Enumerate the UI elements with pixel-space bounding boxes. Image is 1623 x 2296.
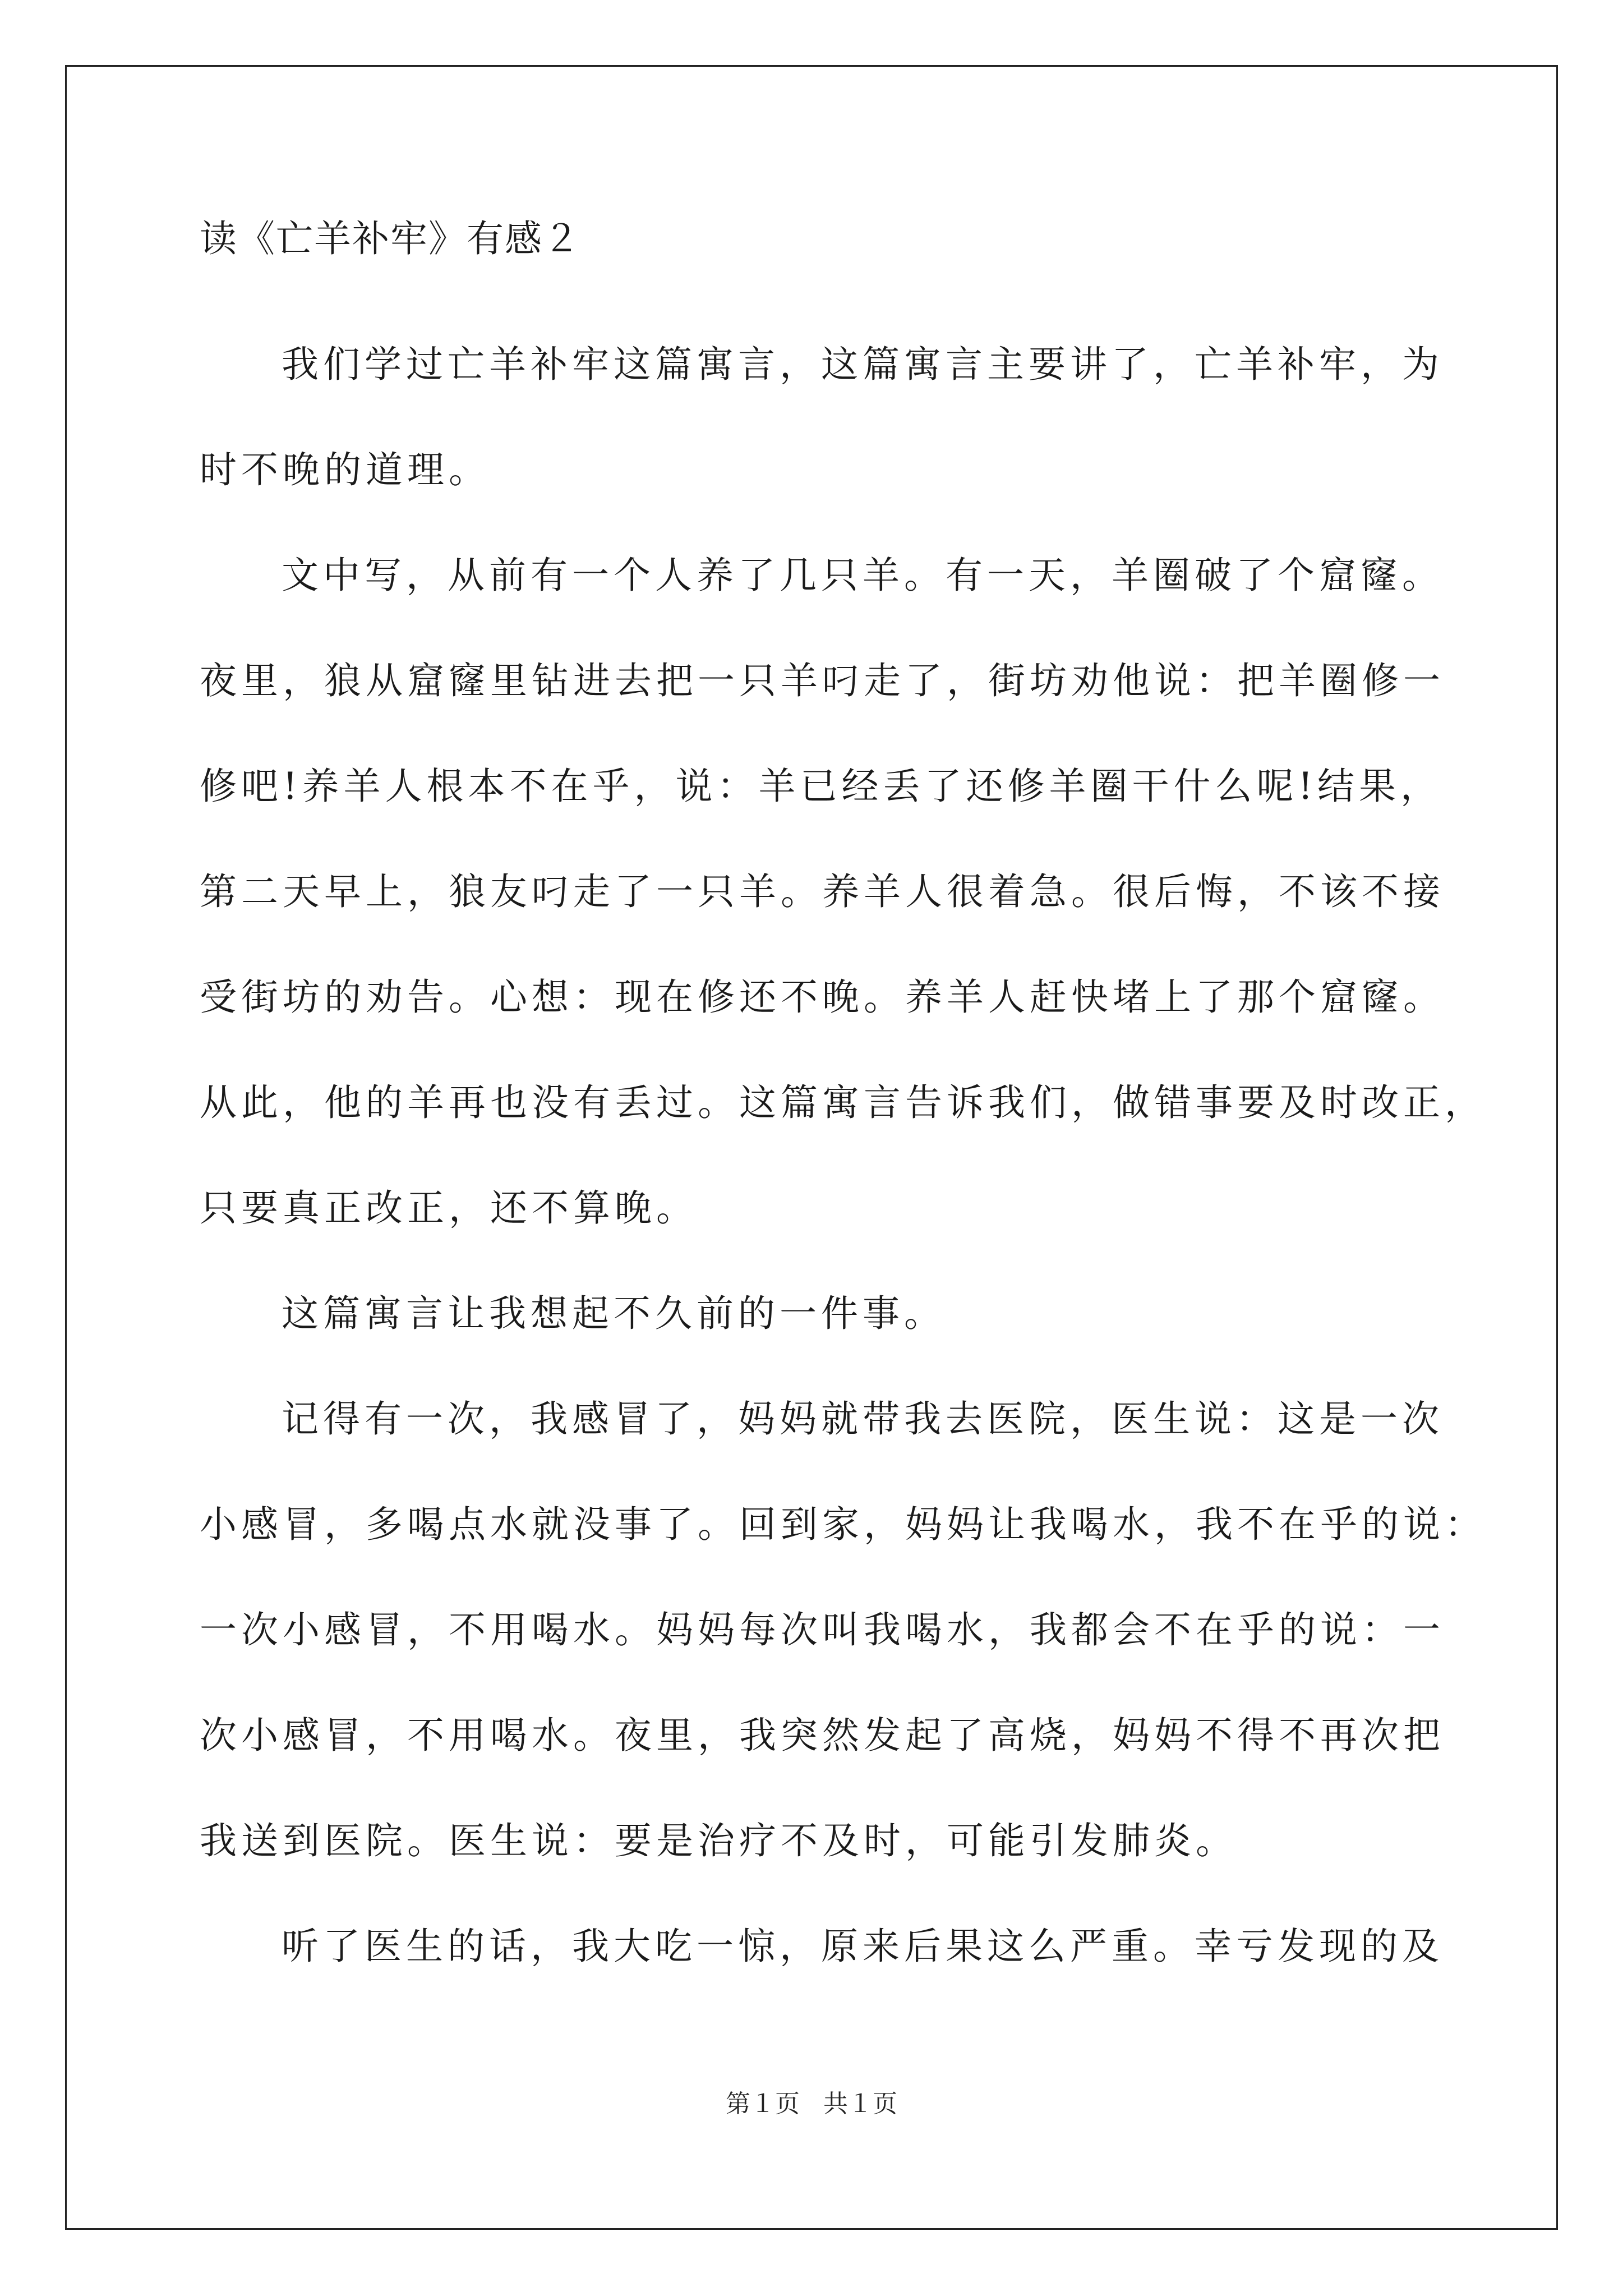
paragraph-4 <box>200 1366 1486 1894</box>
paragraph-line: 次小感冒，不用喝水。夜里，我突然发起了高烧，妈妈不得不再次把 <box>200 1714 1445 1757</box>
paragraph-line: 文中写，从前有一个人养了几只羊。有一天，羊圈破了个窟窿。 <box>282 554 1444 597</box>
page-footer: 第１页 共１页 <box>726 2090 897 2118</box>
paragraph-1 <box>200 312 1444 523</box>
document-body <box>200 217 1486 1999</box>
document-title: 读《亡羊补牢》有感２ <box>200 217 581 260</box>
paragraph-line: 我送到医院。医生说：要是治疗不及时，可能引发肺炎。 <box>200 1819 1237 1862</box>
paragraph-line: 时不晚的道理。 <box>200 448 490 491</box>
paragraph-line: 听了医生的话，我大吃一惊，原来后果这么严重。幸亏发现的及 <box>282 1925 1444 1968</box>
paragraph-line: 第二天早上，狼友叼走了一只羊。养羊人很着急。很后悔，不该不接 <box>200 870 1445 913</box>
paragraph-3 <box>200 1261 1433 1366</box>
paragraph-line: 这篇寓言让我想起不久前的一件事。 <box>282 1292 946 1335</box>
paragraph-line: 夜里，狼从窟窿里钻进去把一只羊叼走了，街坊劝他说：把羊圈修一 <box>200 659 1445 702</box>
paragraph-line: 小感冒，多喝点水就没事了。回到家，妈妈让我喝水，我不在乎的说： <box>200 1503 1486 1546</box>
paragraph-line: 只要真正改正，还不算晚。 <box>200 1186 698 1230</box>
paragraph-line: 一次小感冒，不用喝水。妈妈每次叫我喝水，我都会不在乎的说：一 <box>200 1608 1445 1651</box>
paragraph-line: 记得有一次，我感冒了，妈妈就带我去医院，医生说：这是一次 <box>282 1397 1444 1441</box>
paragraph-2 <box>200 523 1486 1261</box>
paragraph-line: 从此，他的羊再也没有丢过。这篇寓言告诉我们，做错事要及时改正， <box>200 1081 1486 1124</box>
paragraph-line: 我们学过亡羊补牢这篇寓言，这篇寓言主要讲了，亡羊补牢，为 <box>282 343 1444 386</box>
paragraph-5 <box>200 1894 1444 1999</box>
paragraph-line: 修吧!养羊人根本不在乎，说：羊已经丢了还修羊圈干什么呢!结果， <box>200 765 1442 808</box>
paragraph-line: 受街坊的劝告。心想：现在修还不晚。养羊人赶快堵上了那个窟窿。 <box>200 976 1445 1019</box>
